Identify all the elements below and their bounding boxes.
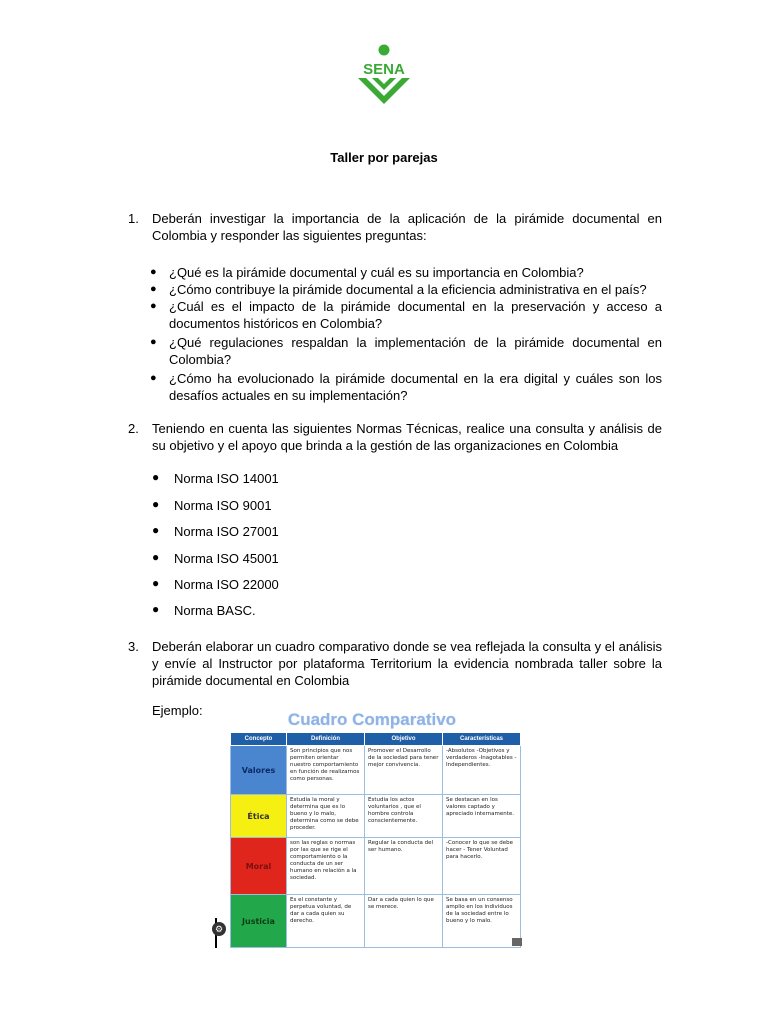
norma-text: Norma ISO 22000: [174, 577, 279, 592]
question-item: [150, 370, 662, 404]
question-item: [150, 264, 662, 281]
caracteristicas-cell: Se destacan en los valores captado y apreciado internamente.: [443, 795, 521, 838]
list-item-3: [128, 638, 662, 689]
norma-text: Norma ISO 9001: [174, 498, 272, 513]
list-item-2: [128, 420, 662, 454]
item-text: Deberán investigar la importancia de la aplicación de la pirámide documental en Colombia y responder las siguientes preguntas:: [152, 211, 662, 243]
page-title: Taller por parejas: [330, 150, 438, 165]
item-number: 1.: [128, 211, 139, 226]
corner-tag-icon: [512, 938, 522, 946]
norma-item: [152, 497, 272, 514]
bullet-icon: ●: [150, 266, 157, 278]
item-text: Deberán elaborar un cuadro comparativo donde se vea reflejada la consulta y el análisis y envíe al Instructor por plataforma Territorium la evidencia nombrada taller sobre la pirámide documental en Colombia: [152, 639, 662, 688]
table-row: [231, 838, 521, 895]
norma-text: Norma ISO 14001: [174, 471, 279, 486]
question-item: [150, 298, 662, 332]
norma-item: [152, 576, 279, 593]
caracteristicas-cell: -Absolutos -Objetivos y verdaderos -Inagotables -Independientes.: [443, 746, 521, 795]
table-row: [231, 795, 521, 838]
norma-text: Norma BASC.: [174, 603, 256, 618]
definicion-cell: son las reglas o normas por las que se rige el comportamiento o la conducta de un ser humano en relación a la sociedad.: [287, 838, 365, 895]
svg-text:SENA: SENA: [363, 61, 405, 78]
caracteristicas-cell: -Conocer lo que se debe hacer - Tener Voluntad para hacerlo.: [443, 838, 521, 895]
table-row: [231, 895, 521, 948]
concepto-cell: Valores: [231, 746, 287, 795]
norma-item: [152, 550, 279, 567]
comparativo-table: [230, 732, 521, 948]
bullet-icon: ●: [150, 372, 157, 384]
norma-item: [152, 602, 256, 619]
question-text: ¿Cuál es el impacto de la pirámide documental en la preservación y acceso a documentos históricos en Colombia?: [169, 299, 662, 331]
bullet-icon: ●: [152, 470, 160, 484]
question-text: ¿Cómo contribuye la pirámide documental a la eficiencia administrativa en el país?: [169, 282, 647, 297]
bullet-icon: ●: [152, 523, 160, 537]
item-text: Teniendo en cuenta las siguientes Normas Técnicas, realice una consulta y análisis de su objetivo y el apoyo que brinda a la gestión de las organizaciones en Colombia: [152, 421, 662, 453]
norma-text: Norma ISO 45001: [174, 551, 279, 566]
bullet-icon: ●: [150, 283, 157, 295]
table-header-row: [231, 733, 521, 746]
bullet-icon: ●: [152, 602, 160, 616]
question-text: ¿Qué es la pirámide documental y cuál es su importancia en Colombia?: [169, 265, 584, 280]
question-text: ¿Qué regulaciones respaldan la implementación de la pirámide documental en Colombia?: [169, 335, 662, 367]
item-number: 3.: [128, 639, 139, 654]
cuadro-title: Cuadro Comparativo: [287, 710, 457, 729]
table-row: [231, 746, 521, 795]
norma-item: [152, 523, 279, 540]
caracteristicas-cell: Se basa en un consenso amplio en los individuos de la sociedad entre lo bueno y lo malo.: [443, 895, 521, 948]
norma-text: Norma ISO 27001: [174, 524, 279, 539]
concepto-cell: Ética: [231, 795, 287, 838]
bullet-icon: ●: [150, 300, 157, 312]
definicion-cell: Es el constante y perpetua voluntad, de dar a cada quien su derecho.: [287, 895, 365, 948]
objetivo-cell: Dar a cada quien lo que se merece.: [365, 895, 443, 948]
definicion-cell: Estudia la moral y determina que es lo bueno y lo malo, determina como se debe proceder.: [287, 795, 365, 838]
bullet-icon: ●: [152, 550, 160, 564]
question-text: ¿Cómo ha evolucionado la pirámide documental en la era digital y cuáles son los desafíos actuales en su implementación?: [169, 371, 662, 403]
objetivo-cell: Promover el Desarrollo de la sociedad para tener mejor convivencia.: [365, 746, 443, 795]
sena-logo: [352, 42, 416, 106]
header-cell: Definición: [287, 733, 365, 746]
cuadro-comparativo-image: [222, 710, 522, 946]
bullet-icon: ●: [152, 497, 160, 511]
definicion-cell: Son principios que nos permiten orientar nuestro comportamiento en función de realizarnos como personas.: [287, 746, 365, 795]
item-number: 2.: [128, 421, 139, 436]
question-item: [150, 281, 662, 298]
bullet-icon: ●: [150, 336, 157, 348]
objetivo-cell: Estudia los actos voluntarios , que el hombre controla conscientemente.: [365, 795, 443, 838]
concepto-cell: Moral: [231, 838, 287, 895]
norma-item: [152, 470, 279, 487]
video-control-icon[interactable]: ⚙: [212, 922, 226, 936]
ejemplo-label: Ejemplo:: [152, 703, 203, 718]
header-cell: Objetivo: [365, 733, 443, 746]
objetivo-cell: Regular la conducta del ser humano.: [365, 838, 443, 895]
question-item: [150, 334, 662, 368]
list-item-1: [128, 210, 662, 244]
concepto-cell: Justicia: [231, 895, 287, 948]
bullet-icon: ●: [152, 576, 160, 590]
header-cell: Características: [443, 733, 521, 746]
header-cell: Concepto: [231, 733, 287, 746]
